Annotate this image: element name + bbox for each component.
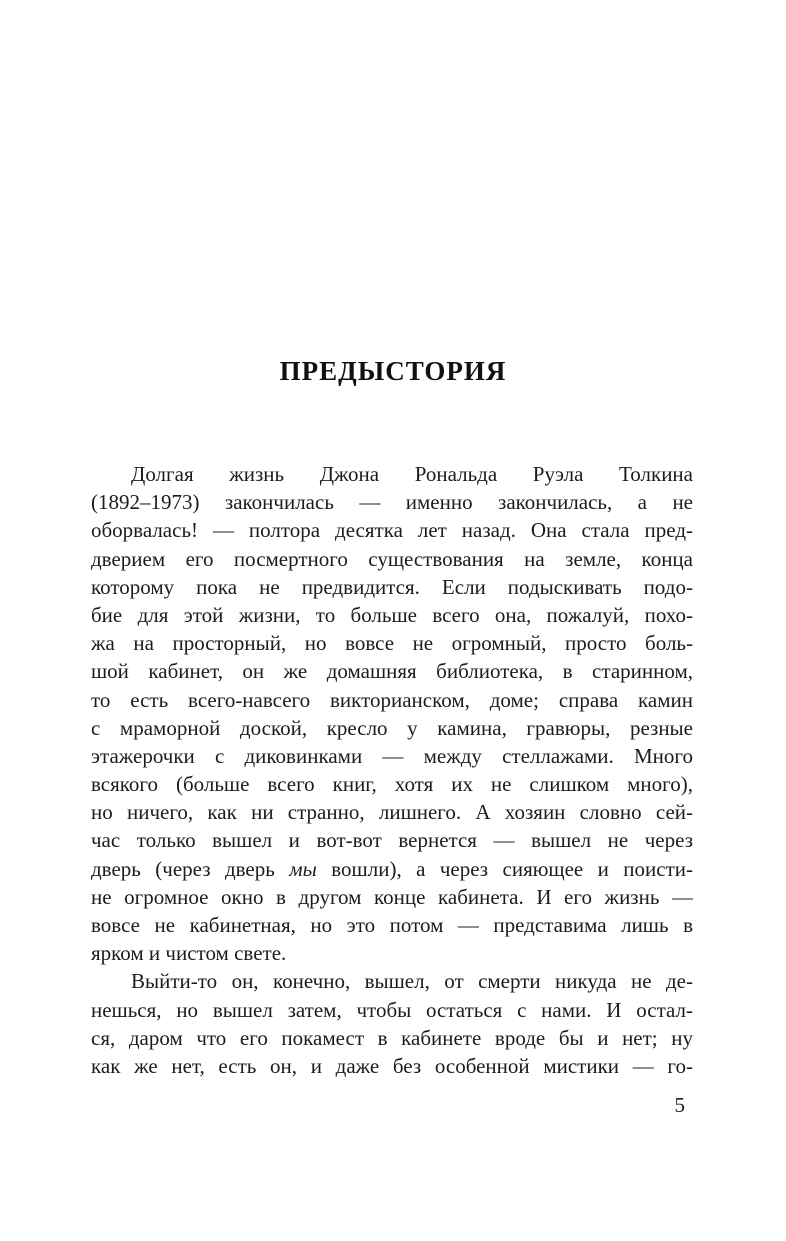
chapter-title: ПРЕДЫСТОРИЯ [279, 356, 507, 386]
text-line [91, 1052, 693, 1080]
text-segment: вовсе не кабинетная, но это потом — представима лишь в [91, 913, 693, 937]
italic-text-segment: мы [289, 856, 317, 881]
text-segment: с мраморной доской, кресло у камина, гравюры, резные [91, 715, 693, 740]
text-segment: (1892–1973) закончилась — именно закончилась, а не [91, 490, 693, 515]
text-line [91, 545, 693, 573]
text-segment: бие для этой жизни, то больше всего она, пожалуй, похо- [91, 602, 693, 627]
text-segment: Выйти-то он, конечно, вышел, от смерти никуда не де- [131, 969, 693, 994]
text-line [91, 996, 693, 1024]
text-line [91, 601, 693, 629]
text-line [91, 686, 693, 714]
text-line [91, 826, 693, 854]
text-line [91, 657, 693, 685]
text-segment: жа на просторный, но вовсе не огромный, просто боль- [91, 631, 693, 656]
text-line [91, 883, 693, 911]
page-number: 5 [674, 1093, 685, 1117]
text-segment: как же нет, есть он, и даже без особенной мистики — го- [91, 1053, 693, 1078]
text-segment: ся, даром что его покамест в кабинете вроде бы и нет; ну [91, 1025, 693, 1050]
text-segment: не огромное окно в другом конце кабинета. И его жизнь — [91, 884, 693, 909]
text-line [91, 714, 693, 742]
text-segment: нешься, но вышел затем, чтобы остаться с нами. И остал- [91, 997, 693, 1022]
text-segment: которому пока не предвидится. Если подыскивать подо- [91, 574, 693, 599]
text-segment: час только вышел и вот-вот вернется — вышел не через [91, 828, 693, 853]
text-line [91, 770, 693, 798]
text-segment: шой кабинет, он же домашняя библиотека, в старинном, [91, 659, 693, 684]
text-line [91, 855, 693, 883]
text-line [91, 460, 693, 488]
text-line [91, 629, 693, 657]
text-segment: Долгая жизнь Джона Рональда Руэла Толкина [131, 462, 693, 486]
text-line [91, 911, 693, 939]
text-line [91, 488, 693, 516]
text-segment: этажерочки с диковинками — между стеллажами. Много [91, 743, 693, 768]
body-text [91, 460, 693, 1080]
text-line [91, 1024, 693, 1052]
text-segment: ярком и чистом свете. [91, 941, 287, 966]
text-line [91, 742, 693, 770]
text-line [91, 939, 693, 967]
text-segment: то есть всего-навсего викторианском, доме; справа камин [91, 687, 693, 712]
text-segment: оборвалась! — полтора десятка лет назад. Она стала пред- [91, 518, 693, 543]
text-segment: но ничего, как ни странно, лишнего. А хозяин словно сей- [91, 800, 693, 825]
text-line [91, 516, 693, 544]
text-line [91, 798, 693, 826]
text-segment: всякого (больше всего книг, хотя их не слишком много), [91, 772, 693, 797]
text-segment: дверь (через дверь [91, 856, 290, 881]
text-segment: дверием его посмертного существования на земле, конца [91, 546, 693, 571]
text-line [91, 967, 693, 995]
text-segment: вошли), а через сияющее и поисти- [316, 856, 693, 881]
text-line [91, 573, 693, 601]
